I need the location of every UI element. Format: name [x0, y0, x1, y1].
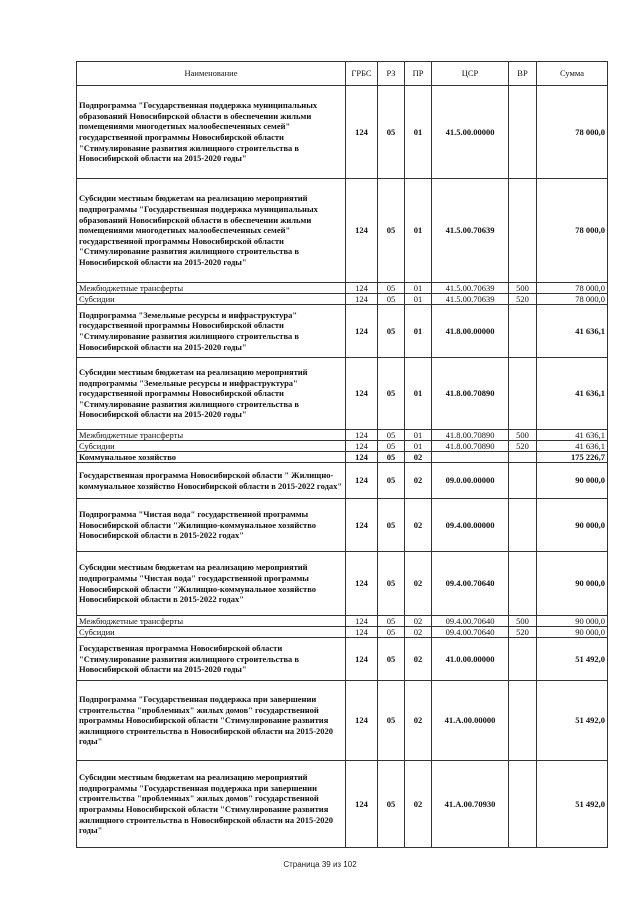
- cell-grbs: 124: [346, 441, 378, 452]
- cell-sum: 51 492,0: [537, 761, 608, 848]
- cell-vr: [509, 305, 537, 358]
- cell-vr: [509, 552, 537, 616]
- cell-name: Подпрограмма "Земельные ресурсы и инфраструктура" государственной программы Новосибирской области "Стимулирование развития жилищного строительства в Новосибирской области на 2015-2020 годы": [77, 305, 346, 358]
- table-row: [77, 441, 608, 452]
- cell-vr: 500: [509, 616, 537, 627]
- cell-csr: 41.8.00.70890: [432, 358, 509, 430]
- cell-sum: 41 636,1: [537, 358, 608, 430]
- cell-name: Субсидии местным бюджетам на реализацию мероприятий подпрограммы "Государственная поддержка муниципальных образований Новосибирской области в обеспечении жильми помещениями многодетных малообеспеченных семей" государственной программы Новосибирской области "Стимулирование развития жилищного строительства в Новосибирской области на 2015-2020 годы": [77, 179, 346, 283]
- cell-grbs: 124: [346, 552, 378, 616]
- cell-name: Межбюджетные трансферты: [77, 283, 346, 294]
- cell-rz: 05: [378, 627, 405, 638]
- cell-csr: 41.8.00.00000: [432, 305, 509, 358]
- cell-vr: [509, 463, 537, 499]
- cell-csr: [432, 452, 509, 463]
- cell-vr: 500: [509, 283, 537, 294]
- cell-grbs: 124: [346, 638, 378, 681]
- cell-grbs: 124: [346, 681, 378, 761]
- cell-pr: 02: [405, 463, 432, 499]
- cell-name: Субсидии: [77, 441, 346, 452]
- cell-sum: 90 000,0: [537, 627, 608, 638]
- cell-grbs: 124: [346, 179, 378, 283]
- table-row: [77, 430, 608, 441]
- table-row: [77, 463, 608, 499]
- cell-sum: 78 000,0: [537, 179, 608, 283]
- budget-table: [76, 61, 608, 848]
- cell-vr: [509, 358, 537, 430]
- cell-rz: 05: [378, 430, 405, 441]
- table-row: [77, 761, 608, 848]
- table-row: [77, 305, 608, 358]
- header-name: Наименование: [77, 62, 346, 86]
- page-number: Страница 39 из 102: [283, 860, 357, 869]
- table-row: [77, 552, 608, 616]
- table-row: [77, 179, 608, 283]
- cell-rz: 05: [378, 441, 405, 452]
- cell-name: Государственная программа Новосибирской области " Жилищно-коммунальное хозяйство Новосибирской области в 2015-2022 годах": [77, 463, 346, 499]
- header-csr: ЦСР: [432, 62, 509, 86]
- cell-grbs: 124: [346, 463, 378, 499]
- cell-grbs: 124: [346, 358, 378, 430]
- cell-sum: 51 492,0: [537, 638, 608, 681]
- cell-vr: [509, 638, 537, 681]
- cell-rz: 05: [378, 499, 405, 552]
- cell-sum: 90 000,0: [537, 463, 608, 499]
- cell-name: Субсидии: [77, 294, 346, 305]
- cell-csr: 09.4.00.70640: [432, 552, 509, 616]
- table-body: [77, 86, 608, 848]
- cell-csr: 41.0.00.00000: [432, 638, 509, 681]
- cell-pr: 01: [405, 430, 432, 441]
- cell-pr: 02: [405, 638, 432, 681]
- cell-grbs: 124: [346, 283, 378, 294]
- cell-rz: 05: [378, 681, 405, 761]
- table-row: [77, 616, 608, 627]
- cell-grbs: 124: [346, 294, 378, 305]
- cell-vr: [509, 452, 537, 463]
- cell-pr: 01: [405, 294, 432, 305]
- cell-sum: 78 000,0: [537, 283, 608, 294]
- cell-name: Субсидии местным бюджетам на реализацию мероприятий подпрограммы "Земельные ресурсы и инфраструктура" государственной программы Новосибирской области "Стимулирование развития жилищного строительства в Новосибирской области на 2015-2020 годы": [77, 358, 346, 430]
- cell-csr: 41.5.00.70639: [432, 179, 509, 283]
- cell-grbs: 124: [346, 305, 378, 358]
- cell-rz: 05: [378, 358, 405, 430]
- cell-name: Подпрограмма "Государственная поддержка муниципальных образований Новосибирской области в обеспечении жильми помещениями многодетных малообеспеченных семей" государственной программы Новосибирской области "Стимулирование развития жилищного строительства в Новосибирской области на 2015-2020 годы": [77, 86, 346, 179]
- cell-csr: 09.4.00.70640: [432, 616, 509, 627]
- cell-rz: 05: [378, 452, 405, 463]
- cell-pr: 01: [405, 441, 432, 452]
- cell-sum: 41 636,1: [537, 305, 608, 358]
- cell-name: Субсидии: [77, 627, 346, 638]
- cell-name: Коммунальное хозяйство: [77, 452, 346, 463]
- cell-rz: 05: [378, 638, 405, 681]
- cell-vr: 500: [509, 430, 537, 441]
- cell-grbs: 124: [346, 616, 378, 627]
- cell-vr: [509, 681, 537, 761]
- cell-name: Субсидии местным бюджетам на реализацию мероприятий подпрограммы "Государственная поддержка при завершении строительства "проблемных" жилых домов" государственной программы Новосибирской области "Стимулирование развития жилищного строительства в Новосибирской области на 2015-2020 годы": [77, 761, 346, 848]
- cell-sum: 78 000,0: [537, 294, 608, 305]
- cell-rz: 05: [378, 294, 405, 305]
- cell-name: Межбюджетные трансферты: [77, 430, 346, 441]
- cell-vr: 520: [509, 294, 537, 305]
- cell-csr: 41.А.00.70930: [432, 761, 509, 848]
- cell-sum: 78 000,0: [537, 86, 608, 179]
- cell-rz: 05: [378, 616, 405, 627]
- cell-sum: 41 636,1: [537, 430, 608, 441]
- cell-rz: 05: [378, 552, 405, 616]
- cell-grbs: 124: [346, 627, 378, 638]
- table-row: [77, 283, 608, 294]
- cell-csr: 41.5.00.70639: [432, 294, 509, 305]
- cell-rz: 05: [378, 86, 405, 179]
- table-row: [77, 86, 608, 179]
- cell-pr: 02: [405, 627, 432, 638]
- cell-csr: 41.5.00.70639: [432, 283, 509, 294]
- cell-pr: 02: [405, 499, 432, 552]
- cell-rz: 05: [378, 283, 405, 294]
- cell-rz: 05: [378, 463, 405, 499]
- table-row: [77, 681, 608, 761]
- cell-csr: 41.А.00.00000: [432, 681, 509, 761]
- cell-pr: 02: [405, 552, 432, 616]
- cell-rz: 05: [378, 761, 405, 848]
- cell-grbs: 124: [346, 452, 378, 463]
- cell-sum: 90 000,0: [537, 552, 608, 616]
- cell-vr: [509, 86, 537, 179]
- cell-name: Государственная программа Новосибирской области "Стимулирование развития жилищного строительства в Новосибирской области на 2015-2020 годы": [77, 638, 346, 681]
- cell-pr: 02: [405, 681, 432, 761]
- cell-vr: [509, 761, 537, 848]
- table-row: [77, 452, 608, 463]
- table-row: [77, 627, 608, 638]
- cell-csr: 41.5.00.00000: [432, 86, 509, 179]
- table-row: [77, 638, 608, 681]
- cell-sum: 90 000,0: [537, 499, 608, 552]
- cell-grbs: 124: [346, 430, 378, 441]
- cell-name: Подпрограмма "Чистая вода" государственной программы Новосибирской области "Жилищно-коммунальное хозяйство Новосибирской области в 2015-2022 годах": [77, 499, 346, 552]
- cell-rz: 05: [378, 179, 405, 283]
- cell-pr: 01: [405, 283, 432, 294]
- cell-grbs: 124: [346, 761, 378, 848]
- cell-sum: 41 636,1: [537, 441, 608, 452]
- cell-sum: 90 000,0: [537, 616, 608, 627]
- cell-pr: 02: [405, 616, 432, 627]
- header-vr: ВР: [509, 62, 537, 86]
- table-row: [77, 499, 608, 552]
- header-sum: Сумма: [537, 62, 608, 86]
- table-row: [77, 358, 608, 430]
- cell-grbs: 124: [346, 86, 378, 179]
- cell-sum: 175 226,7: [537, 452, 608, 463]
- cell-name: Подпрограмма "Государственная поддержка при завершении строительства "проблемных" жилых домов" государственной программы Новосибирской области "Стимулирование развития жилищного строительства в Новосибирской области на 2015-2020 годы": [77, 681, 346, 761]
- cell-grbs: 124: [346, 499, 378, 552]
- cell-csr: 09.4.00.70640: [432, 627, 509, 638]
- cell-pr: 02: [405, 452, 432, 463]
- cell-vr: [509, 179, 537, 283]
- cell-vr: [509, 499, 537, 552]
- cell-csr: 09.4.00.00000: [432, 499, 509, 552]
- cell-name: Субсидии местным бюджетам на реализацию мероприятий подпрограммы "Чистая вода" государственной программы Новосибирской области "Жилищно-коммунальное хозяйство Новосибирской области в 2015-2022 годах": [77, 552, 346, 616]
- cell-rz: 05: [378, 305, 405, 358]
- cell-pr: 01: [405, 358, 432, 430]
- cell-csr: 09.0.00.00000: [432, 463, 509, 499]
- header-rz: РЗ: [378, 62, 405, 86]
- cell-pr: 01: [405, 86, 432, 179]
- cell-pr: 01: [405, 305, 432, 358]
- cell-sum: 51 492,0: [537, 681, 608, 761]
- cell-pr: 01: [405, 179, 432, 283]
- header-pr: ПР: [405, 62, 432, 86]
- cell-pr: 02: [405, 761, 432, 848]
- cell-vr: 520: [509, 441, 537, 452]
- cell-csr: 41.8.00.70890: [432, 430, 509, 441]
- table-header-row: [77, 62, 608, 86]
- cell-csr: 41.8.00.70890: [432, 441, 509, 452]
- cell-vr: 520: [509, 627, 537, 638]
- header-grbs: ГРБС: [346, 62, 378, 86]
- cell-name: Межбюджетные трансферты: [77, 616, 346, 627]
- table-row: [77, 294, 608, 305]
